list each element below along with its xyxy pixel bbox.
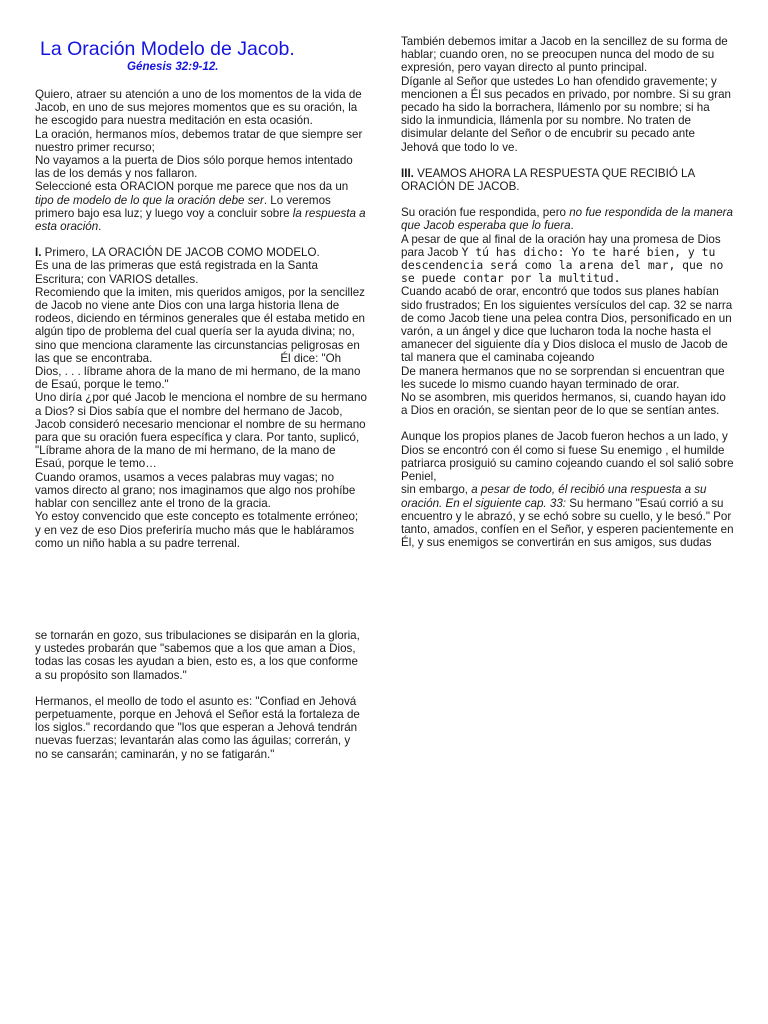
paragraph-text: Su oración fue respondida, pero xyxy=(401,206,570,220)
paragraph-text: Recomiendo que la imiten, mis queridos amigos, por la sencillez de Jacob no viene ante Dios con una larga historia llena de rodeos, diciendo en términos generales que él estaba metido en algún tipo de problema del cual quería ser la ayuda divina; no, sino que menciona claramente las circunstancias peligrosas en las que se encontraba. xyxy=(35,285,365,365)
section-heading-1 xyxy=(35,246,367,259)
paragraph-text: Su hermano "Esaú corrió a su encuentro y le abrazó, y se echó sobre su cuello, y le besó." Por tanto, amados, confíen en el Señor, y esperen pacientemente en Él, y sus enemigos se convertirán en sus amigos, sus dudas xyxy=(401,496,734,550)
paragraph: Uno diría ¿por qué Jacob le menciona el nombre de su hermano a Dios? si Dios sabía que el nombre del hermano de Jacob, Jacob consideró necesario mencionar el nombre de su hermano para que su oración fuera específica y clara. Por tanto, suplicó, "Líbrame ahora de la mano de mi hermano, de la mano de Esaú, porque le temo… xyxy=(35,391,367,471)
paragraph-gap xyxy=(35,682,365,695)
paragraph-gap xyxy=(401,154,734,167)
left-column-top xyxy=(35,38,367,550)
paragraph xyxy=(35,286,367,392)
paragraph: se tornarán en gozo, sus tribulaciones se disiparán en la gloria, y ustedes probarán que "sabemos que a los que aman a Dios, todas las cosas les ayudan a bien, esto es, a los que conforme a su propósito son llamados." xyxy=(35,629,360,682)
paragraph: Yo estoy convencido que este concepto es totalmente erróneo; y en vez de eso Dios preferiría mucho más que le habláramos como un niño habla a su padre terrenal. xyxy=(35,510,359,550)
document-title: La Oración Modelo de Jacob. xyxy=(40,38,295,60)
paragraph xyxy=(401,233,734,286)
emphasis-text: la respuesta a esta oración xyxy=(35,206,366,234)
paragraph: Cuando oramos, usamos a veces palabras muy vagas; no vamos directo al grano; nos imaginamos que algo nos prohíbe hablar con sencillez ante el trono de la gracia. xyxy=(35,470,356,511)
paragraph-text: . xyxy=(98,220,102,234)
paragraph xyxy=(35,180,367,233)
paragraph: La oración, hermanos míos, debemos tratar de que siempre ser nuestro primer recurso; xyxy=(35,127,363,154)
paragraph: Es una de las primeras que está registrada en la Santa Escritura; con VARIOS detalles. xyxy=(35,259,318,286)
section-number: I. xyxy=(35,246,42,260)
paragraph: De manera hermanos que no se sorprendan si encuentran que les sucede lo mismo cuando hayan terminado de orar. xyxy=(401,364,725,391)
paragraph xyxy=(401,206,734,232)
paragraph-gap xyxy=(401,193,734,206)
emphasis-text: no fue respondida de la manera que Jacob esperaba que lo fuera xyxy=(401,206,733,233)
paragraph: Aunque los propios planes de Jacob fueron hechos a un lado, y Dios se encontró con él como si fuese Su enemigo , el humilde patriarca prosiguió su camino cojeando cuando el sol salió sobre Peniel, xyxy=(401,430,734,484)
section-title: Primero, LA ORACIÓN DE JACOB COMO MODELO. xyxy=(41,246,320,260)
paragraph-text: Seleccioné esta ORACION porque me parece que nos da un xyxy=(35,180,349,194)
left-column-bottom xyxy=(35,629,365,761)
scripture-quote: Y tú has dicho: Yo te haré bien, y tu descendencia será como la arena del mar, que no se puede contar por la multitud. xyxy=(401,244,724,286)
emphasis-text: tipo de modelo de lo que la oración debe ser xyxy=(35,193,264,207)
section-heading-3 xyxy=(401,167,734,193)
section-number: III. xyxy=(401,166,414,180)
paragraph: Hermanos, el meollo de todo el asunto es: "Confiad en Jehová perpetuamente, porque en Jehová el Señor está la fortaleza de los siglos." recordando que "los que esperan a Jehová tendrán nuevas fuerzas; levantarán alas como las águilas; correrán, y no se cansarán; caminarán, y no se fatigarán." xyxy=(35,694,360,761)
right-column xyxy=(401,35,734,549)
paragraph-gap xyxy=(401,417,734,430)
paragraph xyxy=(401,483,734,549)
paragraph-gap xyxy=(35,233,367,246)
paragraph-text: . Lo veremos primero bajo esa luz; y luego voy a concluir sobre xyxy=(35,193,331,220)
paragraph-text: A pesar de que al final de la oración hay una promesa de Dios para Jacob xyxy=(401,232,721,259)
paragraph: Cuando acabó de orar, encontró que todos sus planes habían sido frustrados; En los siguientes versículos del cap. 32 se narra de como Jacob tiene una pelea contra Dios, personificado en un varón, a un ángel y dice que lucharon toda la noche hasta el amanecer del siguiente día y Dios disloca el muslo de Jacob de tal manera que el caminaba cojeando xyxy=(401,285,733,365)
emphasis-text: a pesar de todo, él recibió una respuesta a su oración. En el siguiente cap. 33: xyxy=(401,483,707,510)
section-title: VEAMOS AHORA LA RESPUESTA QUE RECIBIÓ LA ORACIÓN DE JACOB. xyxy=(401,166,695,194)
paragraph-text: . xyxy=(570,219,574,233)
paragraph: Quiero, atraer su atención a uno de los momentos de la vida de Jacob, en uno de sus mejores momentos que es su oración, la he escogido para nuestra meditación en esta ocasión. xyxy=(35,88,362,128)
paragraph: No se asombren, mis queridos hermanos, si, cuando hayan ido a Dios en oración, se sientan peor de lo que se sentían antes. xyxy=(401,391,726,418)
paragraph-text: Él dice: "Oh Dios, . . . líbrame ahora de la mano de mi hermano, de la mano de Esaú, porque le temo." xyxy=(35,351,361,392)
paragraph: No vayamos a la puerta de Dios sólo porque hemos intentado las de los demás y nos fallaron. xyxy=(35,154,353,181)
paragraph-text: sin embargo, xyxy=(401,483,472,497)
paragraph: Díganle al Señor que ustedes Lo han ofendido gravemente; y mencionen a Él sus pecados en privado, por nombre. Si su gran pecado ha sido la borrachera, llámenlo por su nombre; si ha sido la inmundicia, llámenla por su nombre. No traten de disimular delante del Señor o de encubrir su pecado ante Jehová que todo lo ve. xyxy=(401,74,731,154)
scripture-reference: Génesis 32:9-12. xyxy=(127,60,219,73)
paragraph: También debemos imitar a Jacob en la sencillez de su forma de hablar; cuando oren, no se preocupen nunca del modo de su expresión, pero vayan directo al punto principal. xyxy=(401,35,728,75)
